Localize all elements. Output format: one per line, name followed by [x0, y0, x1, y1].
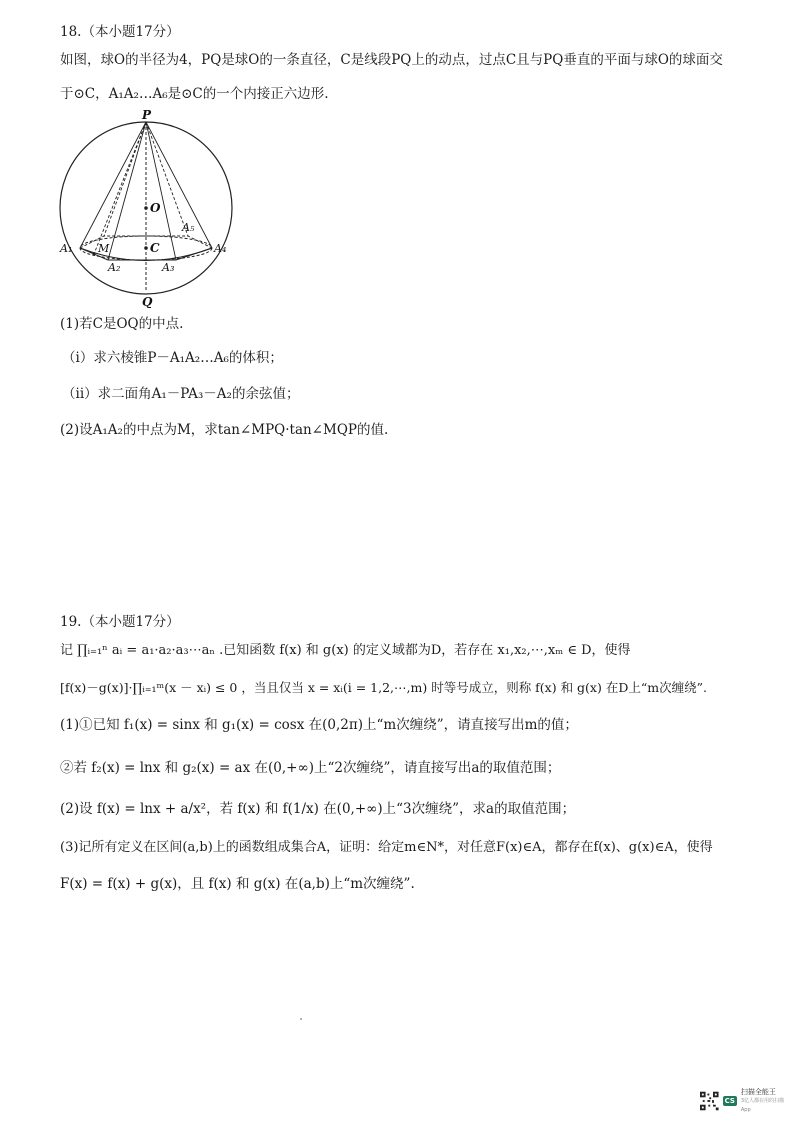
label-a3: A₃	[162, 261, 175, 274]
stamp-text-block	[741, 1088, 790, 1115]
q19-part1-a: (1)①已知 f₁(x) = sinx 和 g₁(x) = cosx 在(0,2π)上“m次缠绕”，请直接写出m的值；	[60, 717, 578, 733]
stamp-title: 扫描全能王	[740, 1087, 776, 1096]
stamp-subtitle: 3亿人都在用的扫描App	[740, 1097, 785, 1113]
q18-intro-line2: 于⊙C，A₁A₂…A₆是⊙C的一个内接正六边形.	[60, 86, 329, 102]
label-q: Q	[142, 295, 153, 308]
sphere-pyramid-figure	[58, 108, 238, 308]
point-c	[144, 246, 148, 250]
label-o: O	[150, 201, 161, 215]
q18-part1-ii: （ii）求二面角A₁－PA₃－A₂的余弦值；	[62, 386, 300, 402]
q19-definition-line1: 记 ∏ᵢ₌₁ⁿ aᵢ = a₁·a₂·a₃⋯aₙ .已知函数 f(x) 和 g(x) 的定义域都为D，若存在 x₁,x₂,⋯,xₘ ∈ D，使得	[60, 643, 631, 658]
q18-header: 18.（本小题17分）	[60, 24, 180, 40]
q19-part3-line2: F(x) = f(x) + g(x)，且 f(x) 和 g(x) 在(a,b)上“m次缠绕”.	[60, 876, 415, 892]
point-m	[93, 253, 96, 256]
cs-logo-icon: CS	[724, 1097, 735, 1105]
point-o	[144, 206, 148, 210]
stray-dot	[300, 1018, 302, 1020]
q19-header: 19.（本小题17分）	[60, 614, 180, 630]
scanner-watermark	[700, 1088, 790, 1114]
label-m: M	[98, 242, 110, 255]
label-c: C	[150, 241, 160, 255]
q19-part1-b: ②若 f₂(x) = lnx 和 g₂(x) = ax 在(0,+∞)上“2次缠绕”，请直接写出a的取值范围；	[60, 760, 561, 776]
label-a2: A₂	[108, 261, 121, 274]
q18-part1: (1)若C是OQ的中点.	[60, 316, 184, 332]
qr-code-icon	[700, 1091, 719, 1111]
q19-part3-line1: (3)记所有定义在区间(a,b)上的函数组成集合A，证明：给定m∈N*，对任意F(x)∈A，都存在f(x)、g(x)∈A，使得	[60, 840, 713, 855]
q19-part2: (2)设 f(x) = lnx + a/x²，若 f(x) 和 f(1/x) 在(0,+∞)上“3次缠绕”，求a的取值范围；	[60, 801, 576, 817]
label-a4: A₄	[214, 242, 227, 255]
q18-part2: (2)设A₁A₂的中点为M，求tan∠MPQ·tan∠MQP的值.	[60, 422, 389, 438]
label-p: P	[142, 108, 152, 122]
label-a5: A₅	[182, 221, 195, 234]
q19-definition-line2: [f(x)－g(x)]·∏ᵢ₌₁ᵐ(x － xᵢ) ≤ 0 ，当且仅当 x = xᵢ(i = 1,2,⋯,m) 时等号成立，则称 f(x) 和 g(x) 在D上“m次缠绕”.	[60, 680, 707, 695]
label-a1: A₁	[60, 242, 73, 255]
q18-part1-i: （i）求六棱锥P－A₁A₂…A₆的体积；	[62, 350, 283, 366]
q18-intro-line1: 如图，球O的半径为4，PQ是球O的一条直径，C是线段PQ上的动点，过点C且与PQ垂直的平面与球O的球面交	[60, 52, 723, 68]
